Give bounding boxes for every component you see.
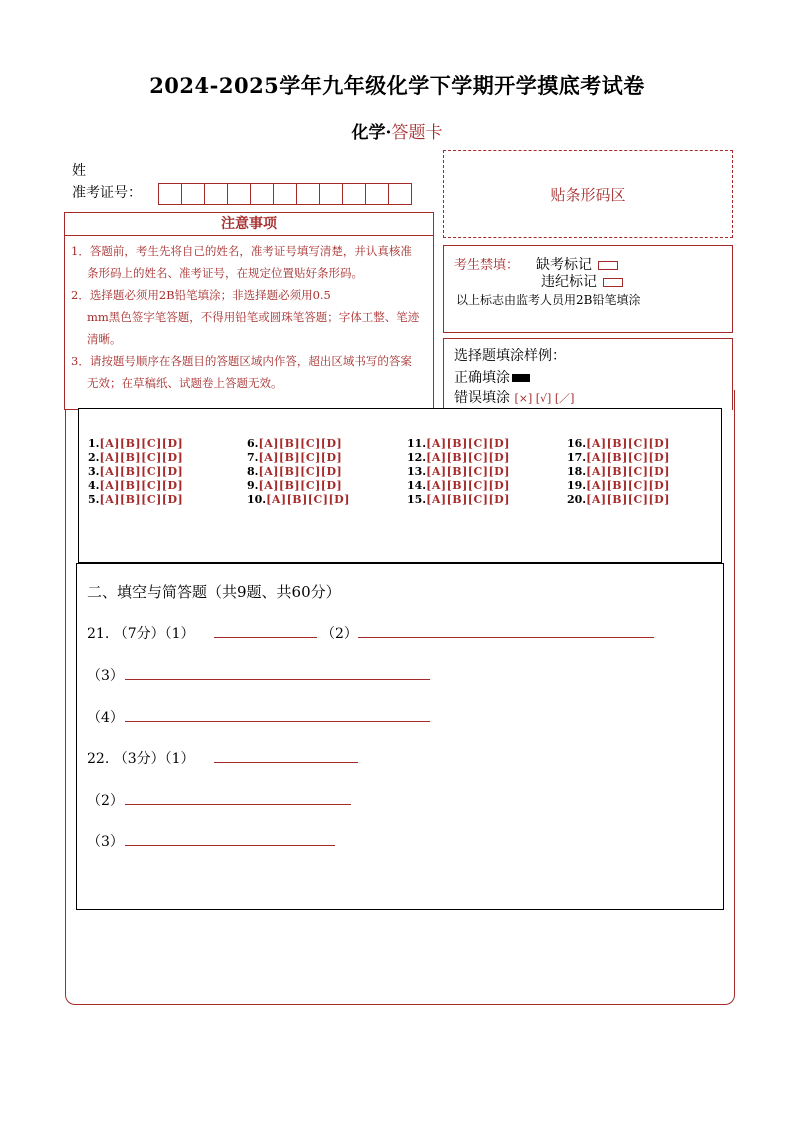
notice-line: 1．答题前，考生先将自己的姓名，准考证号填写清楚，并认真核准 [71,244,412,258]
exam-id-digit-box[interactable] [319,183,343,205]
choice-options[interactable]: [A][B][C][D] [586,479,670,492]
notice-line: 清晰。 [87,332,122,346]
question-number: 8. [247,465,259,478]
question-number: 14. [407,479,427,492]
choice-options[interactable]: [A][B][C][D] [258,479,343,492]
question-number: 20. [567,493,587,506]
q21-3-answer-line[interactable] [125,679,430,680]
exam-id-digit-box[interactable] [158,183,182,205]
exam-id-digit-box[interactable] [181,183,205,205]
choice-row[interactable] [567,479,670,493]
subject-label: 化学· [351,123,392,143]
question-number: 13. [407,465,427,478]
q22-2-answer-line[interactable] [125,804,351,805]
notice-line: 3．请按题号顺序在各题目的答题区域内作答，超出区域书写的答案 [71,354,412,368]
question-number: 10. [247,493,267,506]
question-number: 2. [88,451,100,464]
violation-mark-label: 违纪标记 [541,274,597,290]
page-title: 2024-2025学年九年级化学下学期开学摸底考试卷 [149,73,645,98]
exam-fill-label: 考生禁填： [454,258,520,273]
choice-options[interactable]: [A][B][C][D] [426,493,510,506]
exam-id-digit-box[interactable] [273,183,297,205]
choice-options[interactable]: [A][B][C][D] [99,437,184,450]
name-label: 姓 [72,163,86,179]
question-number: 4. [88,479,100,492]
choice-options[interactable]: [A][B][C][D] [99,493,184,506]
choice-row[interactable] [88,465,183,479]
exam-id-digit-box[interactable] [342,183,366,205]
question-number: 6. [247,437,259,450]
choice-options[interactable]: [A][B][C][D] [586,437,670,450]
choice-row[interactable] [247,479,350,493]
fill-sample-box [443,338,733,410]
section2-heading: 二、填空与简答题（共9题、共60分） [87,583,341,601]
exam-id-boxes[interactable] [158,183,411,205]
q21-part4-label: （4） [87,710,124,726]
choice-row[interactable] [407,493,510,507]
choice-options[interactable]: [A][B][C][D] [586,493,670,506]
solid-fill-sample [512,374,530,382]
q22-part2-label: （2） [87,793,124,809]
question-number: 18. [567,465,587,478]
q21-part2-label: （2） [321,626,358,642]
violation-mark-box[interactable] [603,278,623,287]
q22-part3-label: （3） [87,834,124,850]
choice-options[interactable]: [A][B][C][D] [426,451,510,464]
choice-column [407,437,510,507]
choice-row[interactable] [567,451,670,465]
subtitle [0,118,794,143]
question-number: 9. [247,479,259,492]
question-number: 3. [88,465,100,478]
choice-options[interactable]: [A][B][C][D] [586,465,670,478]
choice-row[interactable] [407,465,510,479]
choice-row[interactable] [247,465,350,479]
choice-options[interactable]: [A][B][C][D] [258,451,343,464]
notice-line: 无效；在草稿纸、试题卷上答题无效。 [87,376,283,390]
q21-part3-label: （3） [87,668,124,684]
q22-label: 22. （3分）（1） [87,751,195,767]
choice-column [247,437,350,507]
question-number: 7. [247,451,259,464]
absent-mark-box[interactable] [598,261,618,270]
q21-1-answer-line[interactable] [214,637,317,638]
question-number: 19. [567,479,587,492]
card-label: 答题卡 [391,123,443,143]
choice-row[interactable] [88,437,183,451]
notice-box [64,212,434,410]
violation-mark-row[interactable] [541,271,623,291]
sample-title: 选择题填涂样例： [454,348,566,364]
exam-id-digit-box[interactable] [388,183,412,205]
choice-row[interactable] [567,465,670,479]
choice-row[interactable] [88,493,183,507]
choice-row[interactable] [407,451,510,465]
q21-2-answer-line[interactable] [358,637,654,638]
wrong-marks: [×] [√] [／] [514,392,575,405]
choice-options[interactable]: [A][B][C][D] [99,479,184,492]
choice-row[interactable] [567,437,670,451]
question-number: 17. [567,451,587,464]
choice-options[interactable]: [A][B][C][D] [99,465,184,478]
notice-list [65,236,433,394]
choice-column [567,437,670,507]
q21-label: 21. （7分）（1） [87,626,195,642]
choice-row[interactable] [247,437,350,451]
notice-title: 注意事项 [65,213,433,236]
question-number: 16. [567,437,587,450]
choice-row[interactable] [407,437,510,451]
exam-id-label: 准考证号： [72,185,142,201]
exam-id-digit-box[interactable] [227,183,251,205]
choice-options[interactable]: [A][B][C][D] [258,465,343,478]
exam-fill-box [443,245,733,333]
question-number: 1. [88,437,100,450]
choice-row[interactable] [247,493,350,507]
question-number: 11. [407,437,427,450]
exam-fill-note: 以上标志由监考人员用2B铅笔填涂 [456,293,641,307]
choice-options[interactable]: [A][B][C][D] [586,451,670,464]
choice-options[interactable]: [A][B][C][D] [258,437,343,450]
question-number: 12. [407,451,427,464]
exam-id-digit-box[interactable] [204,183,228,205]
fill-answer-box [76,563,724,910]
q22-1-answer-line[interactable] [214,762,358,763]
exam-id-digit-box[interactable] [365,183,389,205]
choice-options[interactable]: [A][B][C][D] [426,437,510,450]
choice-options[interactable]: [A][B][C][D] [99,451,184,464]
choice-row[interactable] [407,479,510,493]
choice-column [88,437,183,507]
choice-row[interactable] [247,451,350,465]
choice-answer-box [78,408,722,563]
exam-id-digit-box[interactable] [250,183,274,205]
choice-options[interactable]: [A][B][C][D] [266,493,350,506]
notice-line: mm黑色签字笔答题，不得用铅笔或圆珠笔答题；字体工整、笔迹 [87,310,420,324]
exam-id-digit-box[interactable] [296,183,320,205]
sample-wrong-label: 错误填涂 [454,390,510,406]
choice-row[interactable] [567,493,670,507]
sample-correct-label: 正确填涂 [454,370,510,386]
sample-wrong-row [454,387,574,407]
choice-row[interactable] [88,479,183,493]
q22-3-answer-line[interactable] [125,845,335,846]
barcode-label: 贴条形码区 [550,185,626,204]
choice-options[interactable]: [A][B][C][D] [426,479,510,492]
notice-line: 条形码上的姓名、准考证号，在规定位置贴好条形码。 [87,266,363,280]
choice-options[interactable]: [A][B][C][D] [426,465,510,478]
absent-mark-label: 缺考标记 [536,257,592,273]
q21-4-answer-line[interactable] [125,721,430,722]
sample-correct-row [454,367,530,387]
question-number: 15. [407,493,427,506]
barcode-area [443,150,733,238]
question-number: 5. [88,493,100,506]
choice-row[interactable] [88,451,183,465]
notice-line: 2．选择题必须用2B铅笔填涂；非选择题必须用0.5 [71,288,331,302]
